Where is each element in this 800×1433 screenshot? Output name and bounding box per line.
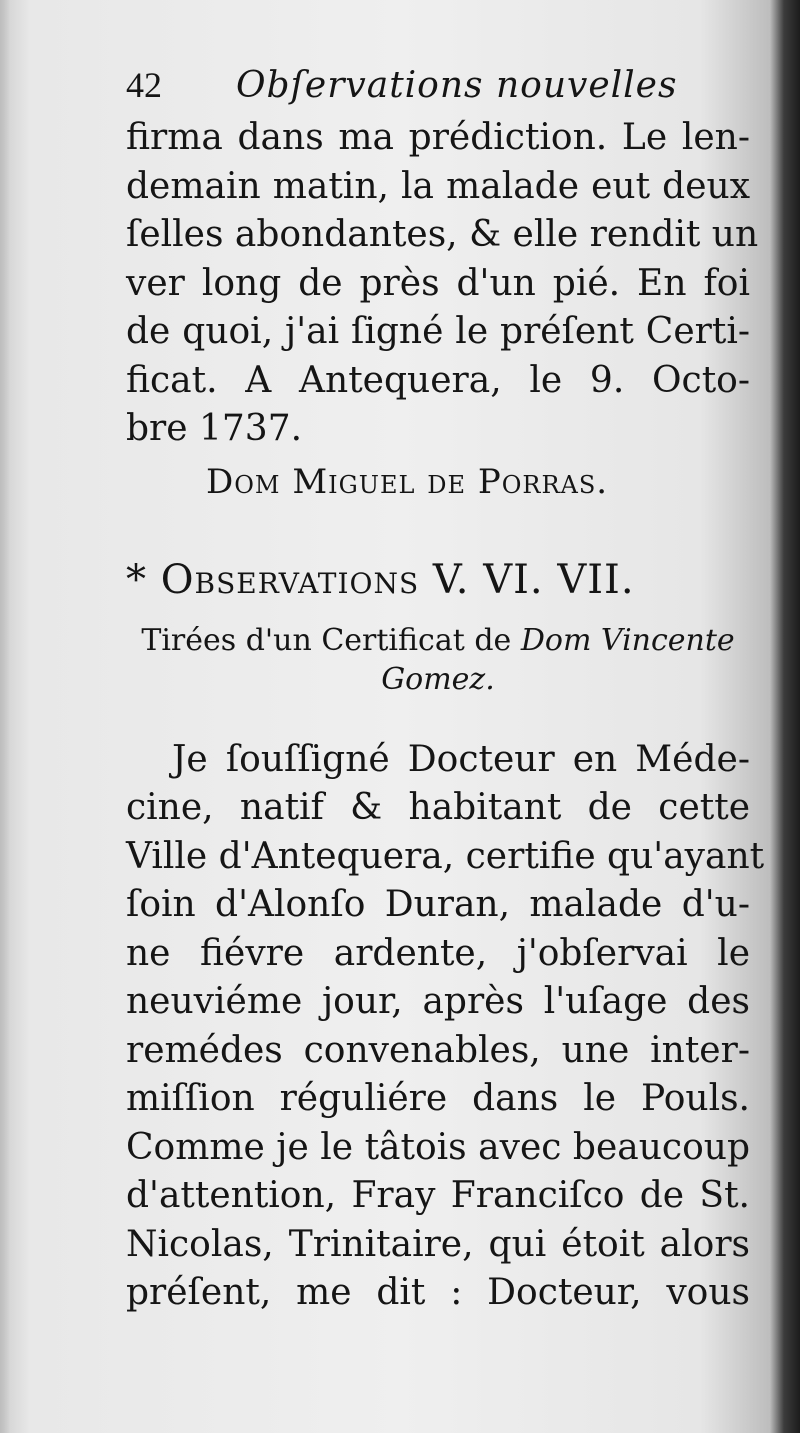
- text-line: neuviéme jour, après l'uſage des: [126, 981, 750, 1022]
- text-line: ne fiévre ardente, j'obſervai le: [126, 932, 750, 974]
- page-number: 42: [126, 65, 162, 105]
- paragraph-bottom: [126, 736, 765, 1318]
- text-line: firma dans ma prédiction. Le len-: [126, 117, 750, 158]
- text-line: d'attention, Fray Franciſco de St.: [126, 1175, 750, 1216]
- text-line: Je ſouſſigné Docteur en Méde-: [172, 738, 750, 780]
- text-line: préſent, me dit : Docteur, vous: [126, 1272, 750, 1313]
- text-line: ſelles abondantes, & elle rendit un: [126, 214, 759, 255]
- section-subtitle: [126, 620, 750, 662]
- signature: Dom Miguel de Porras.: [206, 461, 609, 502]
- text-line: bre 1737.: [126, 408, 303, 449]
- text-line: Nicolas, Trinitaire, qui étoit alors: [126, 1223, 750, 1265]
- running-head: [126, 62, 750, 108]
- text-line: cine, natif & habitant de cette: [126, 787, 750, 828]
- subtitle-line2: Gomez.: [381, 661, 495, 697]
- page-gutter-shadow: [0, 0, 10, 1433]
- text-line: ver long de près d'un pié. En foi: [126, 262, 750, 304]
- text-line: Ville d'Antequera, certifie qu'ayant: [126, 835, 765, 877]
- page-edge: [770, 0, 800, 1433]
- text-line: demain matin, la malade eut deux: [126, 165, 750, 207]
- text-line: remédes convenables, une inter-: [126, 1029, 750, 1071]
- text-line: ficat. A Antequera, le 9. Octo-: [126, 359, 750, 401]
- page-content: [126, 62, 765, 1318]
- section-title: * Observations V. VI. VII.: [126, 556, 635, 603]
- subtitle-prefix: Tirées d'un Certificat de: [141, 622, 512, 658]
- text-line: Comme je le tâtois avec beaucoup: [126, 1126, 750, 1168]
- subtitle-name: Dom Vincente: [520, 622, 735, 658]
- paragraph-top: [126, 114, 759, 454]
- text-line: de quoi, j'ai ſigné le préſent Certi-: [126, 311, 750, 352]
- running-title: Obſervations nouvelles: [236, 65, 678, 106]
- text-line: ſoin d'Alonſo Duran, malade d'u-: [126, 884, 750, 925]
- text-line: miſſion réguliére dans le Pouls.: [126, 1078, 750, 1119]
